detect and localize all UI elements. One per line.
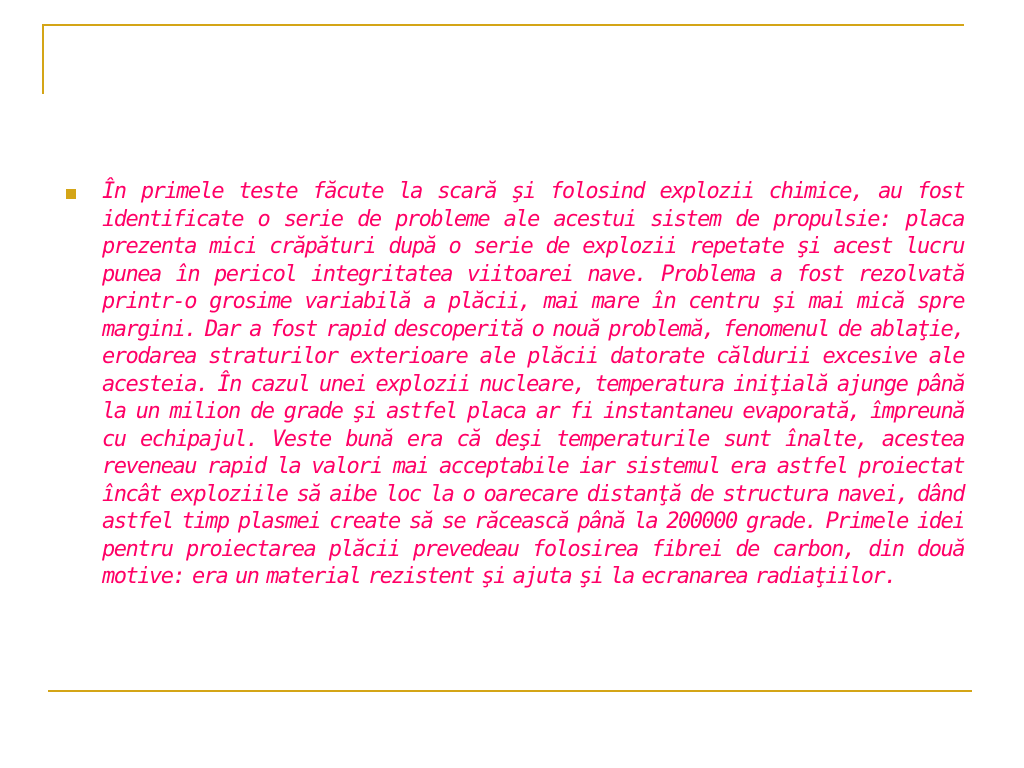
square-bullet-icon	[66, 189, 76, 199]
slide-content	[60, 178, 970, 591]
bullet-item	[60, 178, 970, 591]
left-accent-line	[42, 24, 44, 94]
bullet-text: În primele teste făcute la scară şi folosind explozii chimice, au fost identificate o serie de probleme ale acestui sistem de propulsie: placa prezenta mici crăpături după o serie de explozii repetate şi acest lucru punea în pericol integritatea viitoarei nave. Problema a fost rezolvată printr-o grosime variabilă a plăcii, mai mare în centru şi mai mică spre margini. Dar a fost rapid descoperită o nouă problemă, fenomenul de ablaţie, erodarea straturilor exterioare ale plăcii datorate căldurii excesive ale acesteia. În cazul unei explozii nucleare, temperatura iniţială ajunge până la un milion de grade şi astfel placa ar fi instantaneu evaporată, împreună cu echipajul. Veste bună era că deşi temperaturile sunt înalte, acestea reveneau rapid la valori mai acceptabile iar sistemul era astfel proiectat încât exploziile să aibe loc la o oarecare distanţă de structura navei, dând astfel timp plasmei create să se răcească până la 200000 grade. Primele idei pentru proiectarea plăcii prevedeau folosirea fibrei de carbon, din două motive: era un material rezistent şi ajuta şi la ecranarea radiaţiilor.	[102, 179, 964, 589]
top-divider-line	[42, 24, 964, 26]
bottom-divider-line	[48, 690, 972, 692]
